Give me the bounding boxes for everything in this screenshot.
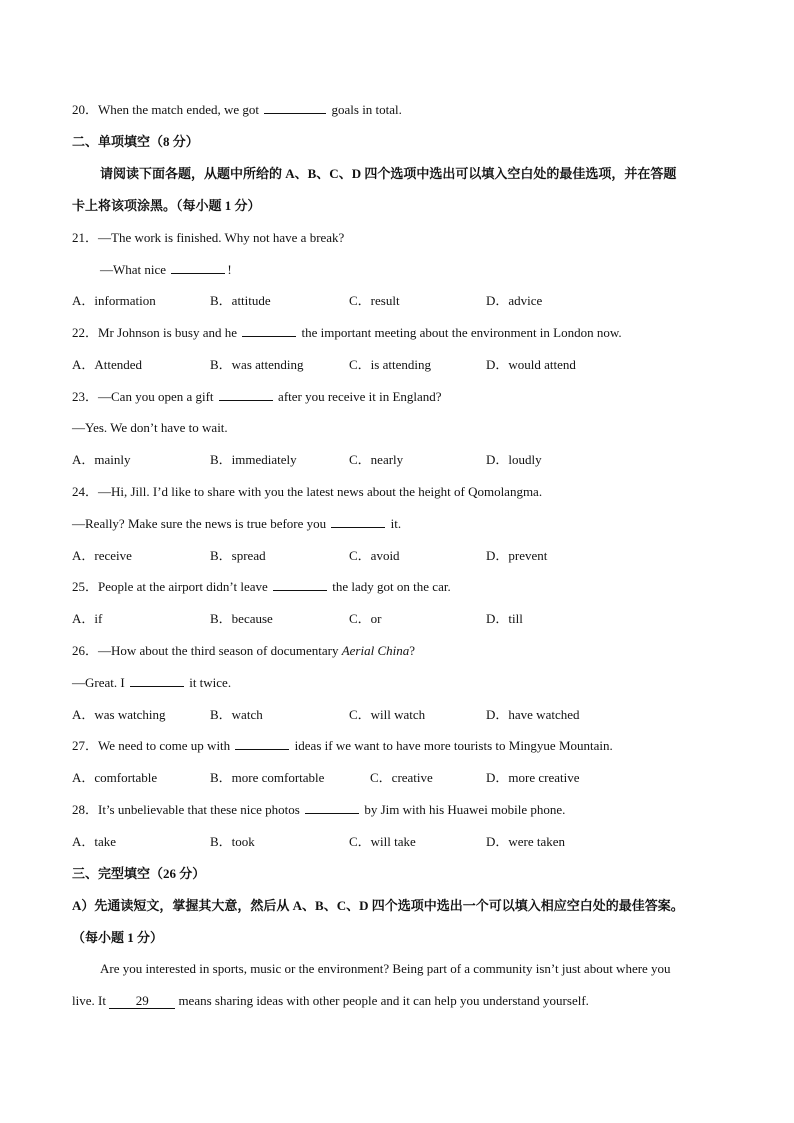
question-text: —Great. I [72,675,128,690]
question-22-options [72,356,752,374]
option-a: A．mainly [72,452,131,467]
question-text: by Jim with his Huawei mobile phone. [361,802,566,817]
question-27 [72,737,613,755]
option-c: C．is attending [349,357,431,372]
question-23-options [72,451,752,469]
option-c: C．avoid [349,548,400,563]
section-2-title: 二、单项填空（8 分） [72,134,199,149]
question-text: ! [227,262,232,277]
blank-number: 29 [135,993,149,1008]
option-a: A．information [72,293,156,308]
question-text: 25．People at the airport didn’t leave [72,579,272,594]
answer-blank [171,261,225,274]
question-24-options [72,547,752,565]
option-a: A．Attended [72,357,143,372]
option-b: B．watch [210,707,263,722]
option-b: B．spread [210,548,266,563]
question-text: ideas if we want to have more tourists to Mingyue Mountain. [291,738,613,753]
question-text: goals in total. [328,102,402,117]
question-25-options [72,610,752,628]
question-text: —What nice [100,262,170,277]
option-a: A．was watching [72,707,166,722]
section-2-instruction-cont: 卡上将该项涂黑。（每小题 1 分） [72,198,261,213]
option-a: A．comfortable [72,770,158,785]
option-d: D．advice [486,293,543,308]
answer-blank [273,578,327,591]
option-c: C．will take [349,834,416,849]
passage-line-2 [72,992,589,1010]
question-text: the lady got on the car. [329,579,451,594]
question-26-options [72,706,752,724]
question-text: 23．—Can you open a gift [72,389,217,404]
question-text: it twice. [185,675,232,690]
question-21-reply [100,261,232,279]
option-d: D．loudly [486,452,542,467]
question-27-options [72,769,752,787]
question-26-reply [72,674,231,692]
question-text: 27．We need to come up with [72,738,234,753]
question-text: 20．When the match ended, we got [72,102,263,117]
question-24: 24．—Hi, Jill. I’d like to share with you the latest news about the height of Qomolangma. [72,484,543,499]
option-c: C．or [349,611,382,626]
option-d: D．were taken [486,834,566,849]
option-b: B．was attending [210,357,304,372]
answer-blank [264,101,326,114]
numbered-blank [109,994,175,1009]
option-c: C．nearly [349,452,404,467]
passage-text: means sharing ideas with other people and it can help you understand yourself. [175,993,589,1008]
option-d: D．prevent [486,548,548,563]
question-24-reply [72,515,401,533]
question-28-options [72,833,752,851]
question-22 [72,324,622,342]
answer-blank [305,801,359,814]
section-2-instruction: 请阅读下面各题，从题中所给的 A、B、C、D 四个选项中选出可以填入空白处的最佳选项，并在答题 [100,166,677,181]
option-b: B．attitude [210,293,271,308]
question-text: after you receive it in England? [274,389,442,404]
question-23-reply: —Yes. We don’t have to wait. [72,420,228,435]
answer-blank [235,737,289,750]
answer-blank [130,674,184,687]
option-a: A．receive [72,548,132,563]
answer-blank [331,515,385,528]
question-21-options [72,292,752,310]
question-21: 21．—The work is finished. Why not have a break? [72,230,345,245]
option-a: A．if [72,611,103,626]
option-c: C．result [349,293,400,308]
option-c: C．creative [370,770,433,785]
answer-blank [242,324,296,337]
question-25 [72,578,451,596]
option-b: B．because [210,611,273,626]
option-a: A．take [72,834,117,849]
option-c: C．will watch [349,707,426,722]
question-text: —Really? Make sure the news is true before you [72,516,330,531]
option-b: B．more comfortable [210,770,325,785]
option-d: D．would attend [486,357,576,372]
question-text: 22．Mr Johnson is busy and he [72,325,241,340]
question-text: 28．It’s unbelievable that these nice photos [72,802,304,817]
question-text: the important meeting about the environment in London now. [298,325,622,340]
option-b: B．immediately [210,452,297,467]
question-26 [72,642,415,660]
question-text: ? [409,643,416,658]
option-d: D．till [486,611,523,626]
section-3-title: 三、完型填空（26 分） [72,866,206,881]
answer-blank [219,388,273,401]
question-23 [72,388,442,406]
documentary-title: Aerial China [341,643,410,658]
question-text: 26．—How about the third season of documentary [72,643,342,658]
section-3-instruction: A）先通读短文，掌握其大意，然后从 A、B、C、D 四个选项中选出一个可以填入相应空白处的最佳答案。 [72,898,684,913]
question-text: it. [387,516,402,531]
question-28 [72,801,565,819]
passage-line-1: Are you interested in sports, music or the environment? Being part of a community isn’t just about where you [100,961,671,976]
question-20 [72,101,402,119]
passage-text: live. It [72,993,110,1008]
option-b: B．took [210,834,255,849]
option-d: D．more creative [486,770,580,785]
section-3-instruction-cont: （每小题 1 分） [72,930,164,945]
option-d: D．have watched [486,707,580,722]
